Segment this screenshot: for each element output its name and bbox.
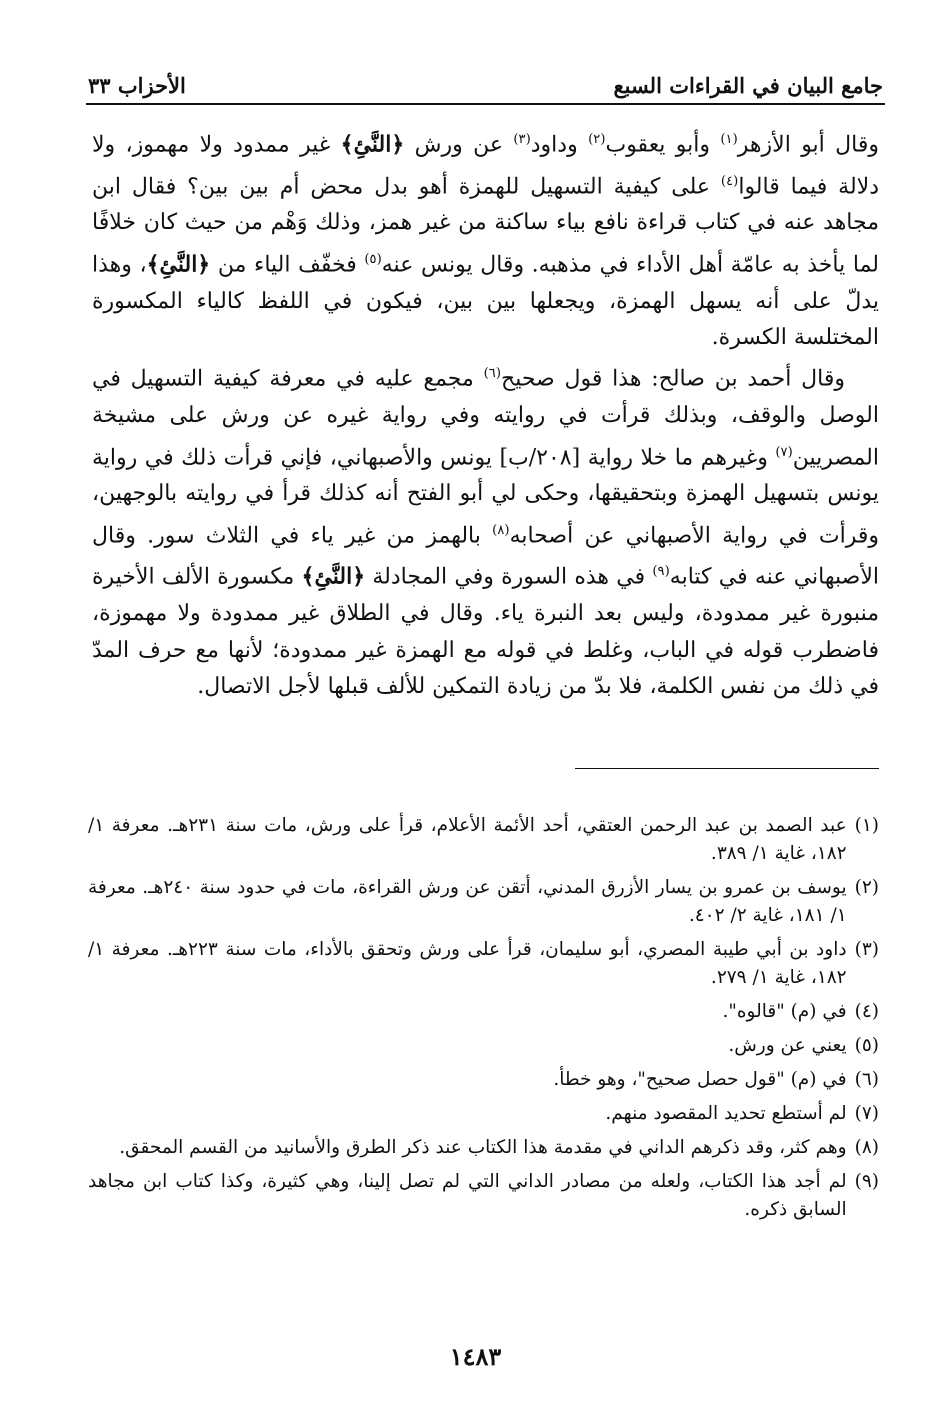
footnote	[88, 936, 879, 992]
footnote-number: (٩)	[854, 1171, 879, 1192]
footnote	[88, 1066, 879, 1094]
footnote-text: يوسف بن عمرو بن يسار الأزرق المدني، أتقن عن ورش القراءة، مات في حدود سنة ٢٤٠هـ. معرفة ١/ ١٨١، غاية ٢/ ٤٠٢.	[88, 877, 847, 926]
book-title: جامع البيان في القراءات السبع	[613, 73, 883, 98]
footnote	[88, 1100, 879, 1128]
section-title: الأحزاب ٣٣	[88, 73, 186, 98]
footnote-ref: (٢)	[588, 132, 606, 147]
footnote-ref: (٣)	[513, 132, 531, 147]
footnote-text: عبد الصمد بن عبد الرحمن العتقي، أحد الأئمة الأعلام، قرأ على ورش، مات سنة ٢٣١هـ. معرفة ١/ ١٨٢، غاية ١/ ٣٨٩.	[88, 815, 847, 864]
footnote-ref: (٦)	[483, 366, 501, 382]
quran-word: ﴿النَّئِ﴾	[340, 131, 405, 158]
footnote-number: (١)	[854, 815, 879, 836]
footnote-ref: (٩)	[652, 564, 670, 580]
footnote-text: في (م) "قالوه".	[722, 1001, 847, 1022]
footnote-text: وهم كثر، وقد ذكرهم الداني في مقدمة هذا الكتاب عند ذكر الطرق والأسانيد من القسم المحقق.	[119, 1137, 847, 1158]
footnote	[88, 874, 879, 930]
footnote-text: لم أجد هذا الكتاب، ولعله من مصادر الداني التي لم تصل إلينا، وهي كثيرة، وكذا كتاب ابن مجاهد السابق ذكره.	[88, 1171, 847, 1220]
footnote-ref: (١)	[720, 132, 738, 147]
footnote-number: (٥)	[854, 1035, 879, 1056]
footnote	[88, 1032, 879, 1060]
footnote-separator	[575, 768, 879, 769]
footnote-ref: (٥)	[364, 251, 382, 267]
footnote-text: في (م) "قول حصل صحيح"، وهو خطأ.	[553, 1069, 847, 1090]
running-header	[88, 62, 883, 98]
footnote-text: يعني عن ورش.	[728, 1035, 847, 1056]
footnote-ref: (٨)	[492, 522, 510, 538]
footnote-number: (٤)	[854, 1001, 879, 1022]
quran-word: ﴿النَّئِ﴾	[301, 563, 366, 590]
footnote-text: لم أستطع تحديد المقصود منهم.	[605, 1103, 847, 1124]
footnotes	[88, 812, 879, 1230]
footnote	[88, 1134, 879, 1162]
header-rule	[86, 103, 885, 105]
quran-word: ﴿النَّئِ﴾	[146, 251, 211, 278]
footnote	[88, 998, 879, 1026]
footnote-number: (٢)	[854, 877, 879, 898]
footnote	[88, 1168, 879, 1224]
footnote-ref: (٧)	[775, 444, 793, 460]
footnote	[88, 812, 879, 868]
footnote-text: داود بن أبي طيبة المصري، أبو سليمان، قرأ على ورش وتحقق بالأداء، مات سنة ٢٢٣هـ. معرفة ١/ ١٨٢، غاية ١/ ٢٧٩.	[88, 939, 847, 988]
footnote-number: (٦)	[854, 1069, 879, 1090]
paragraph-1: وقال أبو الأزهر$^{(١)}$ وأبو يعقوب$^{(٢)}$ وداود$^{(٣)}$ عن ورش ﴿النَّئِ﴾ غير ممدود ولا مهموز، ولا دلالة فيما قالوا$^{(٤)}$ على كيفية التسهيل للهمزة أهو بدل محض أم بين بين؟ فقال ابن مجاهد عنه في كتاب قراءة نافع بياء ساكنة من غير همز، وذلك وَهْم من حيث كان خلافًا لما يأخذ به عامّة أهل الأداء في مذهبه. وقال يونس عنه$^{(٥)}$ فخفّف الياء من ﴿النَّئِ﴾، وهذا يدلّ على أنه يسهل الهمزة، ويجعلها بين بين، فيكون في اللفظ كالياء المكسورة المختلسة الكسرة.	[92, 131, 879, 351]
footnote-number: (٣)	[854, 939, 879, 960]
page-number: ١٤٨٣	[449, 1342, 502, 1371]
footnote-number: (٧)	[854, 1103, 879, 1124]
main-text	[92, 122, 879, 705]
footnote-number: (٨)	[854, 1137, 879, 1158]
footnote-ref: (٤)	[720, 173, 739, 189]
paragraph-2: وقال أحمد بن صالح: هذا قول صحيح$^{(٦)}$ مجمع عليه في معرفة كيفية التسهيل في الوصل والوقف، وبذلك قرأت في روايته وفي رواية غيره عن ورش على مشيخة المصريين$^{(٧)}$ وغيرهم ما خلا رواية [٢٠٨/ب] يونس والأصبهاني، فإني قرأت ذلك في رواية يونس بتسهيل الهمزة وبتحقيقها، وحكى لي أبو الفتح أنه كذلك قرأ في روايته بالوجهين، وقرأت في رواية الأصبهاني عن أصحابه$^{(٨)}$ بالهمز من غير ياء في الثلاث سور. وقال الأصبهاني عنه في كتابه$^{(٩)}$ في هذه السورة وفي المجادلة ﴿النَّئِ﴾ مكسورة الألف الأخيرة منبورة غير ممدودة، وليس بعد النبرة ياء. وقال في الطلاق غير ممدودة ولا مهموزة، فاضطرب قوله في الباب، وغلط في قوله مع الهمزة غير ممدودة؛ لأنها مع حرف المدّ في ذلك من نفس الكلمة، فلا بدّ من زيادة التمكين للألف قبلها لأجل الاتصال.	[92, 366, 879, 699]
